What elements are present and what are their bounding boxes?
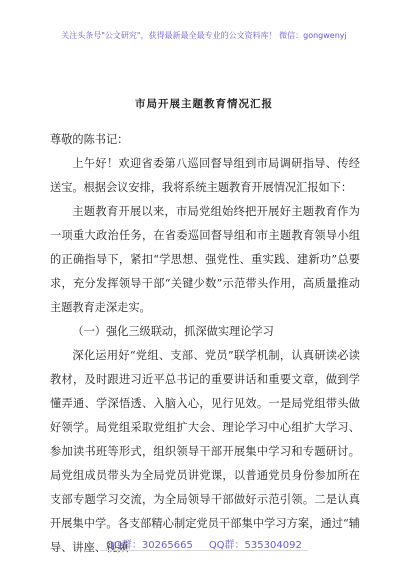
footer-divider <box>100 550 308 551</box>
paragraph-greeting: 上午好！欢迎省委第八巡回督导组到市局调研指导、传经送宝。根据会议安排，我将系统主题教育开展情况汇报如下： <box>50 157 360 194</box>
document-title: 市局开展主题教育情况汇报 <box>135 98 273 110</box>
section-heading: （一）强化三级联动，抓深做实理论学习 <box>72 325 274 338</box>
document-body <box>50 122 360 560</box>
footer-qq-group-2: QQ群：535304092 <box>208 540 302 551</box>
paragraph-section-one: 深化运用好“党组、支部、党员”联学机制，认真研读必读教材，及时跟进习近平总书记的重要讲话和重要文章，做到学懂弄通、学深悟透、入脑入心，见行见效。一是局党组带头做好领学。局党组采取党组扩大会、理论学习中心组扩大学习、参加读书班等形式，组织领导干部开展集中学习和专题研讨。局党组成员带头为全局党员讲党课，以普通党员身份参加所在支部专题学习交流，为全局领导干部做好示范引领。二是认真开展集中学。各支部精心制定党员干部集中学习方案，通过“辅导、讲座、视频 <box>50 349 360 554</box>
footer-qq-group-1: QQ群：30265665 <box>106 540 193 551</box>
paragraph-overview: 主题教育开展以来，市局党组始终把开展好主题教育作为一项重大政治任务，在省委巡回督导组和市主题教育领导小组的正确指导下，紧扣“学思想、强党性、重实践、建新功”总要求，充分发挥领导干部“关键少数”示范带头作用，高质量推动主题教育走深走实。 <box>50 205 360 314</box>
salutation: 尊敬的陈书记： <box>50 133 129 146</box>
footer-contacts <box>0 536 408 551</box>
header-banner: 关注头条号"公文研究"，获得最新最全最专业的公文资料库！ 微信：gongwenyj <box>61 31 347 40</box>
